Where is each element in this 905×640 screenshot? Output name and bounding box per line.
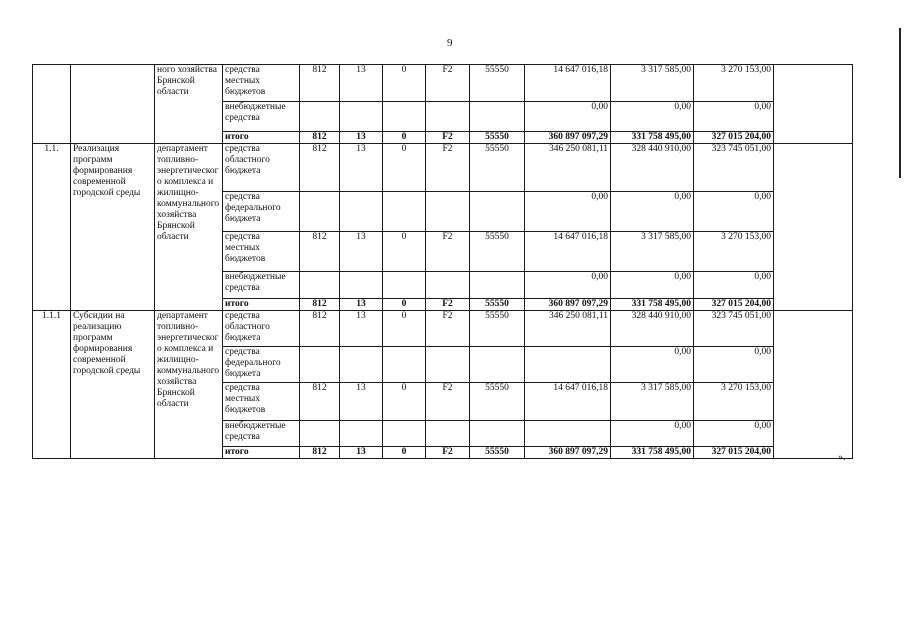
funding-source: средства местных бюджетов bbox=[223, 65, 300, 102]
item-name bbox=[71, 65, 155, 144]
amount-year-2: 331 758 495,00 bbox=[611, 132, 694, 144]
item-number: 1.1. bbox=[33, 144, 71, 311]
subsection-code bbox=[383, 272, 426, 299]
amount-year-2: 3 317 585,00 bbox=[611, 65, 694, 102]
grbs-code: 812 bbox=[300, 232, 340, 272]
amount-year-1: 0,00 bbox=[525, 102, 611, 132]
section-code bbox=[340, 272, 383, 299]
closing-quote: ». bbox=[838, 452, 846, 463]
target-article-code: F2 bbox=[426, 447, 470, 459]
responsible-department: ного хозяйства Брянской области bbox=[155, 65, 223, 144]
funding-source: средства местных бюджетов bbox=[223, 232, 300, 272]
grbs-code: 812 bbox=[300, 144, 340, 192]
grbs-code bbox=[300, 192, 340, 232]
expense-code bbox=[470, 102, 525, 132]
section-code: 13 bbox=[340, 383, 383, 421]
amount-year-1: 14 647 016,18 bbox=[525, 65, 611, 102]
section-code: 13 bbox=[340, 132, 383, 144]
table-row bbox=[33, 144, 853, 192]
amount-year-2: 328 440 910,00 bbox=[611, 311, 694, 347]
funding-source: средства федерального бюджета bbox=[223, 347, 300, 383]
section-code: 13 bbox=[340, 144, 383, 192]
expense-code bbox=[470, 347, 525, 383]
section-code: 13 bbox=[340, 232, 383, 272]
amount-year-2: 0,00 bbox=[611, 347, 694, 383]
table-row bbox=[33, 65, 853, 102]
amount-year-2: 0,00 bbox=[611, 102, 694, 132]
subsection-code: 0 bbox=[383, 232, 426, 272]
amount-year-2: 0,00 bbox=[611, 192, 694, 232]
funding-source: внебюджетные средства bbox=[223, 421, 300, 447]
grbs-code bbox=[300, 102, 340, 132]
amount-year-1: 346 250 081,11 bbox=[525, 311, 611, 347]
funding-source: итого bbox=[223, 447, 300, 459]
responsible-department: департамент топливно-энергетического комплекса и жилищно-коммунального хозяйства Брянской области bbox=[155, 311, 223, 459]
target-article-code: F2 bbox=[426, 299, 470, 311]
amount-year-2: 331 758 495,00 bbox=[611, 447, 694, 459]
target-article-code bbox=[426, 421, 470, 447]
grbs-code: 812 bbox=[300, 447, 340, 459]
target-article-code bbox=[426, 347, 470, 383]
funding-source: средства федерального бюджета bbox=[223, 192, 300, 232]
amount-year-2: 328 440 910,00 bbox=[611, 144, 694, 192]
amount-year-3: 3 270 153,00 bbox=[694, 65, 774, 102]
funding-source: внебюджетные средства bbox=[223, 102, 300, 132]
amount-year-3: 0,00 bbox=[694, 347, 774, 383]
subsection-code: 0 bbox=[383, 383, 426, 421]
section-code: 13 bbox=[340, 65, 383, 102]
expense-code bbox=[470, 272, 525, 299]
amount-year-3: 0,00 bbox=[694, 102, 774, 132]
expense-code: 55550 bbox=[470, 232, 525, 272]
target-article-code: F2 bbox=[426, 65, 470, 102]
budget-table bbox=[32, 64, 853, 459]
section-code: 13 bbox=[340, 311, 383, 347]
table-row bbox=[33, 311, 853, 347]
section-code: 13 bbox=[340, 299, 383, 311]
expense-code: 55550 bbox=[470, 144, 525, 192]
expense-code bbox=[470, 192, 525, 232]
amount-year-1: 360 897 097,29 bbox=[525, 299, 611, 311]
responsible-department: департамент топливно-энергетического комплекса и жилищно-коммунального хозяйства Брянской области bbox=[155, 144, 223, 311]
funding-source: средства областного бюджета bbox=[223, 311, 300, 347]
subsection-code: 0 bbox=[383, 299, 426, 311]
target-article-code bbox=[426, 102, 470, 132]
target-article-code: F2 bbox=[426, 144, 470, 192]
grbs-code: 812 bbox=[300, 311, 340, 347]
notes-cell bbox=[774, 311, 853, 459]
subsection-code: 0 bbox=[383, 65, 426, 102]
funding-source: внебюджетные средства bbox=[223, 272, 300, 299]
target-article-code: F2 bbox=[426, 311, 470, 347]
funding-source: средства местных бюджетов bbox=[223, 383, 300, 421]
amount-year-2: 3 317 585,00 bbox=[611, 232, 694, 272]
section-code bbox=[340, 192, 383, 232]
grbs-code bbox=[300, 421, 340, 447]
target-article-code: F2 bbox=[426, 232, 470, 272]
amount-year-1 bbox=[525, 347, 611, 383]
amount-year-1: 360 897 097,29 bbox=[525, 447, 611, 459]
target-article-code: F2 bbox=[426, 383, 470, 421]
amount-year-3: 327 015 204,00 bbox=[694, 299, 774, 311]
amount-year-1: 14 647 016,18 bbox=[525, 383, 611, 421]
grbs-code bbox=[300, 272, 340, 299]
notes-cell bbox=[774, 65, 853, 144]
target-article-code: F2 bbox=[426, 132, 470, 144]
expense-code: 55550 bbox=[470, 132, 525, 144]
grbs-code: 812 bbox=[300, 65, 340, 102]
item-name: Реализация программ формирования современной городской среды bbox=[71, 144, 155, 311]
amount-year-3: 0,00 bbox=[694, 421, 774, 447]
amount-year-1: 0,00 bbox=[525, 272, 611, 299]
subsection-code: 0 bbox=[383, 447, 426, 459]
page-number: 9 bbox=[447, 37, 453, 49]
expense-code: 55550 bbox=[470, 447, 525, 459]
section-code: 13 bbox=[340, 447, 383, 459]
funding-source: итого bbox=[223, 132, 300, 144]
amount-year-2: 3 317 585,00 bbox=[611, 383, 694, 421]
expense-code: 55550 bbox=[470, 65, 525, 102]
item-name: Субсидии на реализацию программ формирования современной городской среды bbox=[71, 311, 155, 459]
section-code bbox=[340, 102, 383, 132]
item-number bbox=[33, 65, 71, 144]
subsection-code: 0 bbox=[383, 311, 426, 347]
section-code bbox=[340, 347, 383, 383]
notes-cell bbox=[774, 144, 853, 311]
target-article-code bbox=[426, 272, 470, 299]
amount-year-1 bbox=[525, 421, 611, 447]
funding-source: итого bbox=[223, 299, 300, 311]
expense-code bbox=[470, 421, 525, 447]
expense-code: 55550 bbox=[470, 311, 525, 347]
amount-year-2: 0,00 bbox=[611, 421, 694, 447]
amount-year-1: 0,00 bbox=[525, 192, 611, 232]
item-number: 1.1.1 bbox=[33, 311, 71, 459]
expense-code: 55550 bbox=[470, 299, 525, 311]
expense-code: 55550 bbox=[470, 383, 525, 421]
grbs-code: 812 bbox=[300, 132, 340, 144]
subsection-code bbox=[383, 192, 426, 232]
amount-year-1: 360 897 097,29 bbox=[525, 132, 611, 144]
amount-year-3: 3 270 153,00 bbox=[694, 383, 774, 421]
amount-year-1: 346 250 081,11 bbox=[525, 144, 611, 192]
target-article-code bbox=[426, 192, 470, 232]
funding-source: средства областного бюджета bbox=[223, 144, 300, 192]
amount-year-2: 0,00 bbox=[611, 272, 694, 299]
subsection-code bbox=[383, 102, 426, 132]
amount-year-3: 0,00 bbox=[694, 272, 774, 299]
scan-edge-mark bbox=[899, 28, 901, 178]
grbs-code: 812 bbox=[300, 383, 340, 421]
amount-year-2: 331 758 495,00 bbox=[611, 299, 694, 311]
amount-year-3: 0,00 bbox=[694, 192, 774, 232]
amount-year-1: 14 647 016,18 bbox=[525, 232, 611, 272]
amount-year-3: 3 270 153,00 bbox=[694, 232, 774, 272]
grbs-code bbox=[300, 347, 340, 383]
amount-year-3: 323 745 051,00 bbox=[694, 144, 774, 192]
amount-year-3: 327 015 204,00 bbox=[694, 132, 774, 144]
amount-year-3: 323 745 051,00 bbox=[694, 311, 774, 347]
amount-year-3: 327 015 204,00 bbox=[694, 447, 774, 459]
subsection-code: 0 bbox=[383, 132, 426, 144]
subsection-code bbox=[383, 421, 426, 447]
grbs-code: 812 bbox=[300, 299, 340, 311]
subsection-code: 0 bbox=[383, 144, 426, 192]
section-code bbox=[340, 421, 383, 447]
subsection-code bbox=[383, 347, 426, 383]
